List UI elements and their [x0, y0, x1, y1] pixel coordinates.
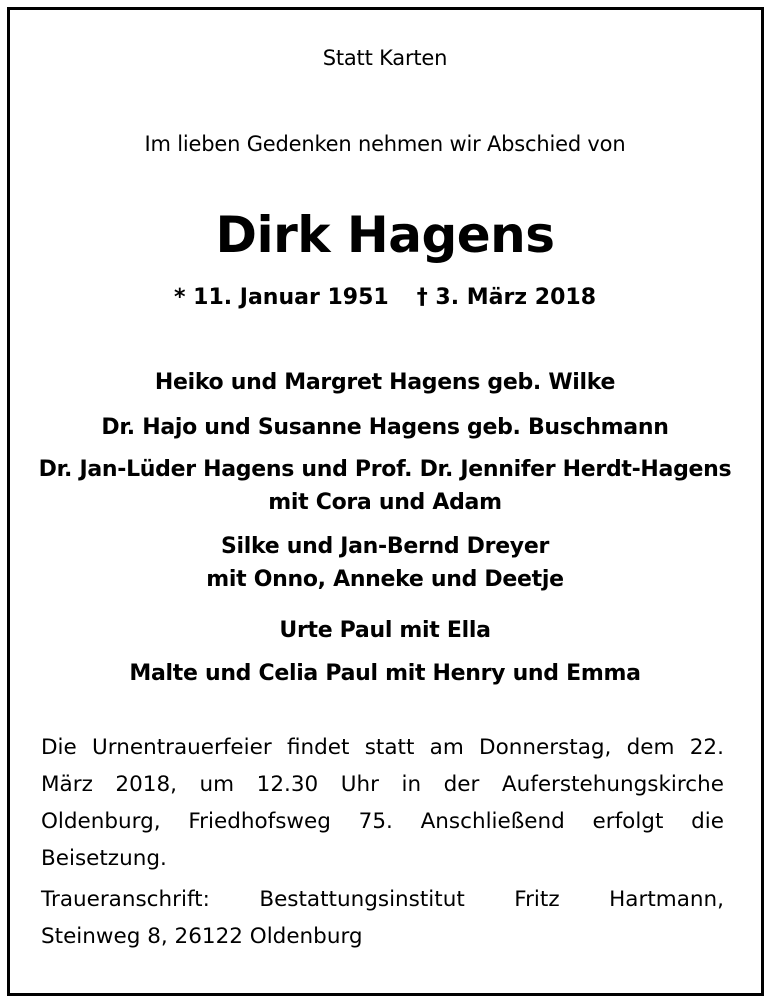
mourner-line: Heiko und Margret Hagens geb. Wilke: [154, 370, 616, 395]
death-date: † 3. März 2018: [416, 285, 596, 310]
word: erfolgt: [592, 809, 664, 834]
word: Bestattungsinstitut: [259, 887, 465, 912]
word: Donnerstag,: [479, 735, 612, 760]
ceremony-line: [41, 729, 724, 766]
word: findet: [286, 735, 350, 760]
intro-text: Im lieben Gedenken nehmen wir Abschied von: [144, 132, 626, 156]
life-dates: [0, 285, 770, 310]
word: in: [401, 772, 422, 797]
word: März: [41, 772, 93, 797]
ceremony-paragraph: [41, 729, 724, 877]
word: Urnentrauerfeier: [92, 735, 272, 760]
deceased-name: Dirk Hagens: [215, 206, 555, 264]
mourner-line: Malte und Celia Paul mit Henry und Emma: [129, 661, 641, 686]
header-text: Statt Karten: [322, 46, 448, 70]
word: die: [691, 809, 724, 834]
address-line: [41, 881, 724, 918]
word: Auferstehungskirche: [501, 772, 724, 797]
ceremony-line: Beisetzung.: [41, 846, 167, 871]
word: Uhr: [340, 772, 379, 797]
word: 75.: [358, 809, 393, 834]
mourner-line: Dr. Hajo und Susanne Hagens geb. Buschmann: [101, 415, 669, 440]
word: dem: [626, 735, 675, 760]
word: 2018,: [115, 772, 177, 797]
word: 22.: [689, 735, 724, 760]
word: Friedhofsweg: [188, 809, 331, 834]
mourner-line: mit Cora und Adam: [268, 490, 502, 515]
word: der: [443, 772, 480, 797]
ceremony-line: [41, 766, 724, 803]
mourner-line: Dr. Jan-Lüder Hagens und Prof. Dr. Jennifer Herdt-Hagens: [38, 457, 732, 482]
word: Oldenburg,: [41, 809, 161, 834]
word: 12.30: [256, 772, 319, 797]
word: Hartmann,: [609, 887, 724, 912]
birth-date: * 11. Januar 1951: [173, 285, 389, 310]
word: Fritz: [514, 887, 560, 912]
word: statt: [364, 735, 415, 760]
mourner-line: Urte Paul mit Ella: [279, 618, 491, 643]
word: am: [429, 735, 464, 760]
word: Traueranschrift:: [41, 887, 210, 912]
word: Die: [41, 735, 77, 760]
mourner-line: mit Onno, Anneke und Deetje: [206, 567, 564, 592]
address-line: Steinweg 8, 26122 Oldenburg: [41, 924, 363, 949]
word: um: [199, 772, 235, 797]
address-paragraph: [41, 881, 724, 955]
mourner-line: Silke und Jan-Bernd Dreyer: [220, 534, 550, 559]
ceremony-line: [41, 803, 724, 840]
word: Anschließend: [420, 809, 565, 834]
